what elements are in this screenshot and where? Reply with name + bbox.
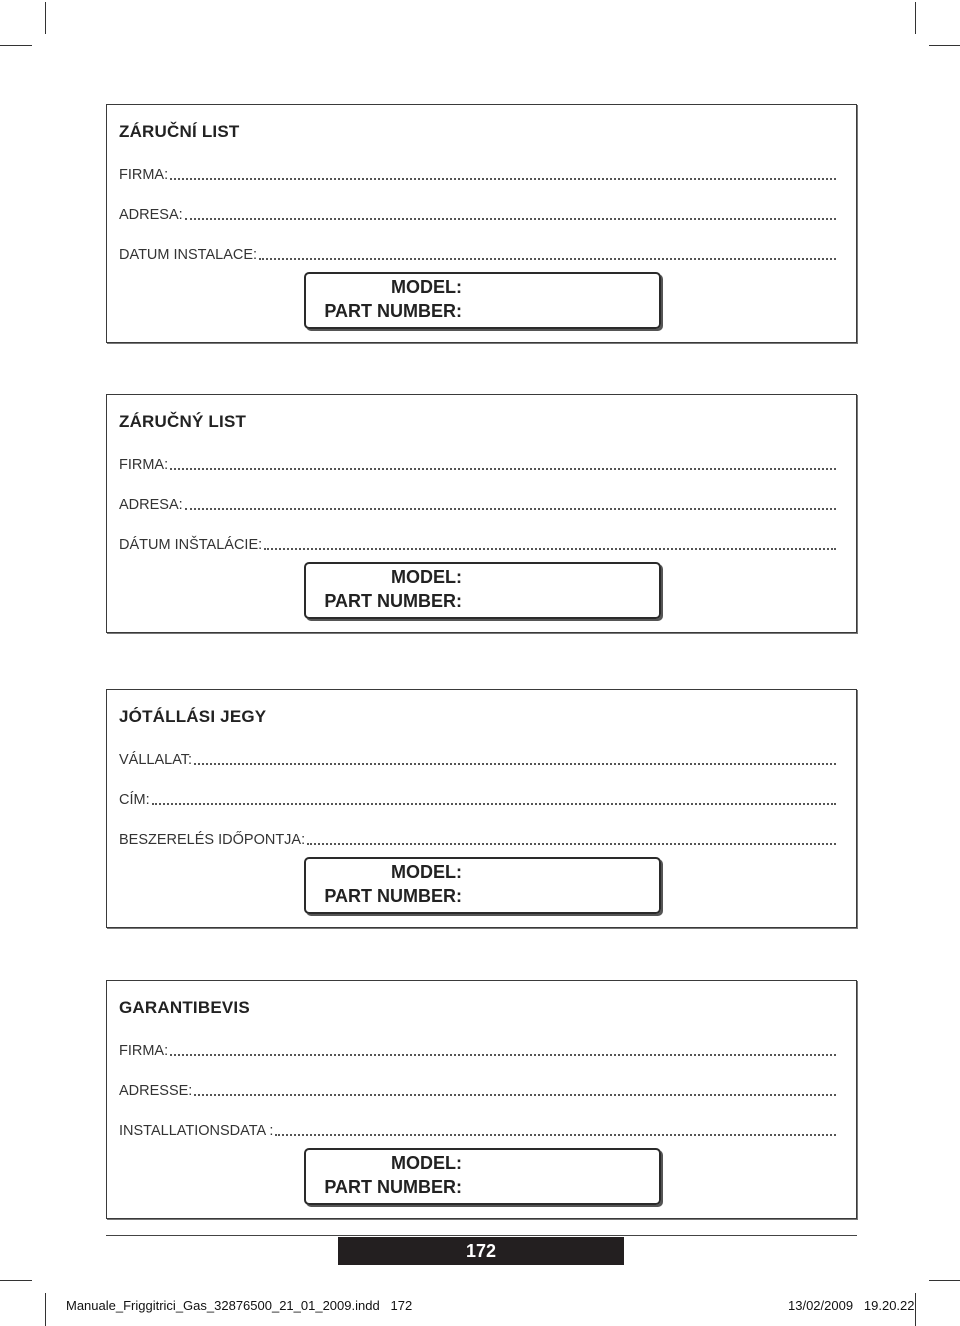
install-date-field[interactable]: [119, 535, 836, 553]
card-title: ZÁRUČNÍ LIST: [119, 122, 240, 141]
card-title: GARANTIBEVIS: [119, 998, 250, 1017]
dotted-line: [185, 218, 836, 220]
dotted-line: [194, 763, 836, 765]
dotted-line: [152, 803, 836, 805]
model-label: MODEL:: [391, 862, 462, 882]
field-label: ADRESA:: [119, 497, 183, 513]
field-label: BESZERELÉS IDŐPONTJA:: [119, 832, 306, 848]
model-box[interactable]: [304, 1148, 661, 1205]
model-box[interactable]: [304, 272, 661, 329]
dotted-line: [194, 1094, 836, 1096]
model-box[interactable]: [304, 857, 661, 914]
dotted-line: [264, 548, 836, 550]
dotted-line: [170, 178, 836, 180]
field-label: DÁTUM INŠTALÁCIE:: [119, 537, 263, 553]
field-label: ADRESA:: [119, 207, 183, 223]
field-label: INSTALLATIONSDATA :: [119, 1123, 274, 1139]
part-number-label: PART NUMBER:: [324, 301, 462, 321]
crop-mark: [45, 2, 46, 34]
install-date-field[interactable]: [119, 830, 836, 848]
field-label: VÁLLALAT:: [119, 752, 193, 768]
crop-mark: [929, 45, 960, 46]
warranty-card-danish: [106, 980, 857, 1219]
address-field[interactable]: [119, 1081, 836, 1099]
field-label: FIRMA:: [119, 167, 169, 183]
install-date-field[interactable]: [119, 245, 836, 263]
part-number-label: PART NUMBER:: [324, 1177, 462, 1197]
crop-mark: [915, 1293, 916, 1326]
warranty-card-czech: [106, 104, 857, 343]
dotted-line: [170, 1054, 836, 1056]
dotted-line: [259, 258, 836, 260]
crop-mark: [915, 2, 916, 34]
footer-rule: [106, 1235, 857, 1236]
slug-filename: Manuale_Friggitrici_Gas_32876500_21_01_2009.indd 172: [66, 1298, 413, 1313]
dotted-line: [170, 468, 836, 470]
company-field[interactable]: [119, 165, 836, 183]
part-number-label: PART NUMBER:: [324, 886, 462, 906]
company-field[interactable]: [119, 1041, 836, 1059]
company-field[interactable]: [119, 455, 836, 473]
crop-mark: [0, 1280, 32, 1281]
crop-mark: [45, 1293, 46, 1326]
field-label: ADRESSE:: [119, 1083, 193, 1099]
install-date-field[interactable]: [119, 1121, 836, 1139]
model-box[interactable]: [304, 562, 661, 619]
model-label: MODEL:: [391, 277, 462, 297]
model-label: MODEL:: [391, 567, 462, 587]
crop-mark: [0, 45, 32, 46]
address-field[interactable]: [119, 205, 836, 223]
crop-mark: [929, 1280, 960, 1281]
card-title: JÓTÁLLÁSI JEGY: [119, 707, 267, 726]
warranty-card-hungarian: [106, 689, 857, 928]
dotted-line: [185, 508, 836, 510]
dotted-line: [275, 1134, 836, 1136]
field-label: DATUM INSTALACE:: [119, 247, 258, 263]
page-number: 172: [338, 1237, 624, 1265]
part-number-label: PART NUMBER:: [324, 591, 462, 611]
field-label: FIRMA:: [119, 1043, 169, 1059]
slug-timestamp: 13/02/2009 19.20.22: [788, 1298, 915, 1313]
company-field[interactable]: [119, 750, 836, 768]
field-label: CÍM:: [119, 792, 150, 808]
address-field[interactable]: [119, 790, 836, 808]
address-field[interactable]: [119, 495, 836, 513]
warranty-card-slovak: [106, 394, 857, 633]
model-label: MODEL:: [391, 1153, 462, 1173]
card-title: ZÁRUČNÝ LIST: [119, 412, 247, 431]
field-label: FIRMA:: [119, 457, 169, 473]
dotted-line: [307, 843, 836, 845]
